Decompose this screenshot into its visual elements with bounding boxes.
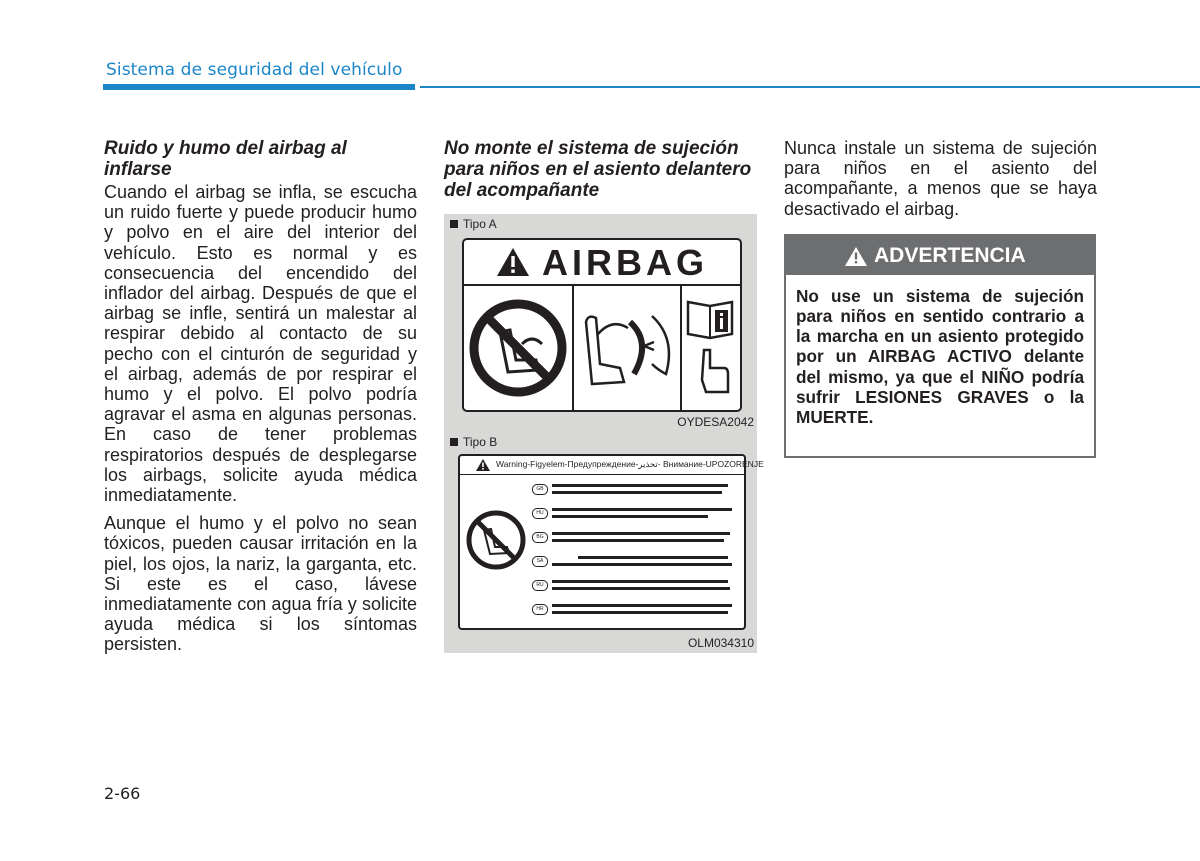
warning-title: ADVERTENCIA [874, 243, 1026, 267]
no-child-seat-icon [464, 286, 572, 410]
warning-header [786, 236, 1094, 275]
warning-triangle-icon [496, 247, 530, 277]
airbag-label-text: AIRBAG [542, 242, 708, 283]
figure-a-tag: Tipo A [450, 217, 497, 231]
label-b-lang-row: HU [532, 506, 740, 526]
figure-a-code: OYDESA2042 [677, 415, 754, 429]
page-number: 2-66 [104, 784, 141, 803]
airbag-deploy-icon [574, 286, 680, 410]
warning-triangle-small-icon [476, 459, 490, 471]
figure-type-b [444, 432, 764, 653]
heading-airbag-noise: Ruido y humo del airbag al inflarse [104, 138, 347, 180]
figure-b-code: OLM034310 [687, 636, 754, 650]
airbag-warning-label [462, 238, 742, 412]
label-b-lang-row: HR [532, 602, 740, 622]
read-manual-icon [682, 286, 740, 410]
label-b-lang-row: GB [532, 482, 740, 502]
column-2 [444, 138, 764, 653]
label-b-lang-row: RU [532, 578, 740, 598]
label-b-lang-row: SA [532, 554, 740, 574]
warning-body: No use un sistema de sujeción para niños en sentido contrario a la marcha en un asiento protegido por un AIRBAG ACTIVO delante del mismo, ya que el NIÑO podría sufrir LESIONES GRAVES o la MUERTE. [796, 285, 1084, 428]
label-b-lang-row: BG [532, 530, 740, 550]
header-rule-thin [420, 86, 1200, 88]
no-child-seat-small-icon [464, 508, 528, 572]
column-3 [784, 138, 1097, 458]
multilingual-warning-label [458, 454, 764, 630]
header-rule-thick [103, 84, 415, 90]
section-title: Sistema de seguridad del vehículo [106, 60, 403, 80]
heading-no-child-seat: No monte el sistema de sujeción para niños en el asiento delantero del acompañante [444, 138, 752, 201]
column-1 [104, 138, 417, 663]
paragraph-airbag-noise: Cuando el airbag se infla, se escucha un ruido fuerte y puede producir humo y polvo en el aire del interior del vehículo. Esto es normal y es consecuencia del encendido del inflador del airbag. Después de que el airbag se infle, sentirá un malestar al respirar debido al contacto de su pecho con el cinturón de seguridad y el airbag, además de por respirar el humo y el polvo. El polvo podría agravar el asma en algunas personas. En caso de tener problemas respiratorios después de desplegarse los airbags, solicite ayuda médica inmediatamente. [104, 182, 417, 506]
label-b-band-text: Warning-Figyelem-Предупреждение-تحذير- Внимание-UPOZORENJE [496, 459, 764, 469]
figure-b-tag: Tipo B [450, 435, 497, 449]
figure-type-a [444, 214, 757, 432]
warning-triangle-icon [845, 247, 867, 266]
paragraph-smoke-dust: Aunque el humo y el polvo no sean tóxicos, pueden causar irritación en la piel, los ojos, la nariz, la garganta, etc. Si este es el caso, lávese inmediatamente con agua fría y solicite ayuda médica si los síntomas persisten. [104, 513, 417, 655]
warning-box [784, 234, 1096, 458]
paragraph-never-install: Nunca instale un sistema de sujeción para niños en el asiento del acompañante, a menos que se haya desactivado el airbag. [784, 138, 1097, 219]
